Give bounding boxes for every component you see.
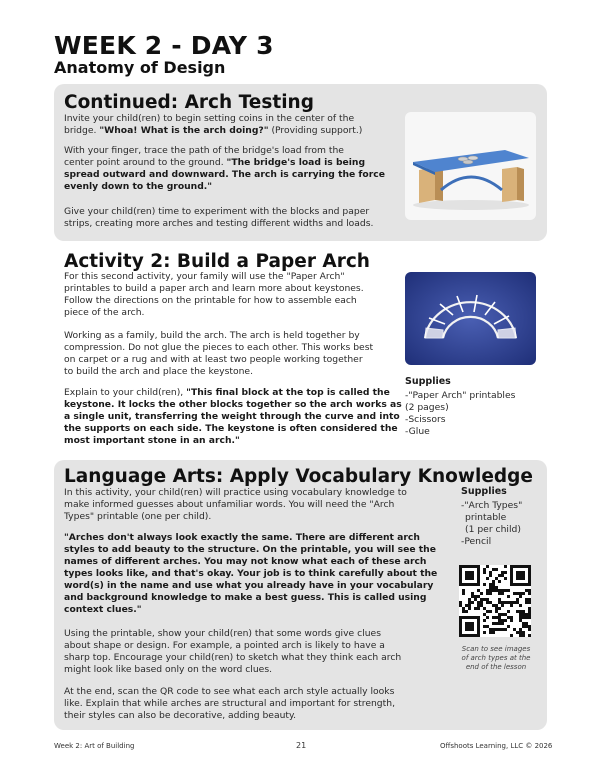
section3-supplies-list (461, 500, 541, 548)
list-item: -"Paper Arch" printables (405, 390, 516, 401)
list-item: (2 pages) (405, 402, 449, 413)
qr-code[interactable] (459, 565, 531, 637)
section1-paragraph1: Invite your child(ren) to begin setting coins in the center of the bridge. "Whoa! What is the arch doing?" (Providing support.) (64, 113, 363, 136)
section1-paragraph2: With your finger, trace the path of the bridge's load from the center point around to the ground. "The bridge's load is being spread outward and downward. The arch is carrying the force evenly down to the ground." (64, 145, 385, 192)
section2-paragraph1: For this second activity, your family will use the "Paper Arch" printables to build a paper arch and learn more about keystones. Follow the directions on the printable for how to assemble each piece of the arch. (64, 271, 364, 318)
section1-title: Continued: Arch Testing (64, 92, 314, 113)
section2-title: Activity 2: Build a Paper Arch (64, 251, 370, 272)
list-item: -Pencil (461, 536, 492, 547)
list-item: printable (465, 512, 507, 523)
list-item: -Scissors (405, 414, 446, 425)
section3-paragraph3: Using the printable, show your child(ren) that some words give clues about shape or design. For example, a pointed arch is likely to have a sharp top. Encourage your child(ren) to sketch what they think each arch might look like based only on the word clues. (64, 628, 402, 675)
section2-supplies-list (405, 390, 545, 438)
section2-paragraph3: Explain to your child(ren), "This final block at the top is called the keystone. It locks the other blocks together so the arch works as a single unit, transferring the weight through the curve and into the supports on each side. The keystone is often considered the most important stone in an arch." (64, 387, 402, 446)
section3-supplies-title: Supplies (461, 486, 507, 497)
list-item: -Glue (405, 426, 430, 437)
page-number: 21 (296, 741, 307, 750)
section3-title: Language Arts: Apply Vocabulary Knowledge (64, 466, 533, 487)
page-subtitle: Anatomy of Design (54, 58, 226, 77)
section2-paragraph2: Working as a family, build the arch. The arch is held together by compression. Do not glue the pieces to each other. This works best on carpet or a rug and with at least two people working together to build the arch and place the keystone. (64, 330, 374, 377)
section1-paragraph3: Give your child(ren) time to experiment with the blocks and paper strips, creating more arches and testing different widths and loads. (64, 206, 374, 229)
qr-caption: Scan to see images of arch types at the end of the lesson (461, 645, 531, 671)
section2-supplies-title: Supplies (405, 376, 451, 387)
page-title: WEEK 2 - DAY 3 (54, 31, 274, 60)
list-item: -"Arch Types" (461, 500, 523, 511)
section3-paragraph4: At the end, scan the QR code to see what each arch style actually looks like. Explain that while arches are structural and important for strength, their styles can also be decorative, adding beauty. (64, 686, 395, 721)
footer-right: Offshoots Learning, LLC © 2026 (440, 742, 553, 750)
section3-paragraph1: In this activity, your child(ren) will practice using vocabulary knowledge to make informed guesses about unfamiliar words. You will need the "Arch Types" printable (one per child). (64, 487, 407, 522)
paper-arch-photo (405, 272, 536, 365)
footer-left: Week 2: Art of Building (54, 742, 135, 750)
arch-bridge-photo (405, 112, 536, 220)
list-item: (1 per child) (465, 524, 521, 535)
section3-paragraph2: "Arches don't always look exactly the same. There are different arch styles to add beauty to the structure. On the printable, you will see the names of different arches. You may not know what each of these arch types looks like, and that's okay. Your job is to think carefully about the word(s) in the name and use what you already have in your vocabulary and background knowledge to make a best guess. This is called using context clues." (64, 532, 438, 615)
